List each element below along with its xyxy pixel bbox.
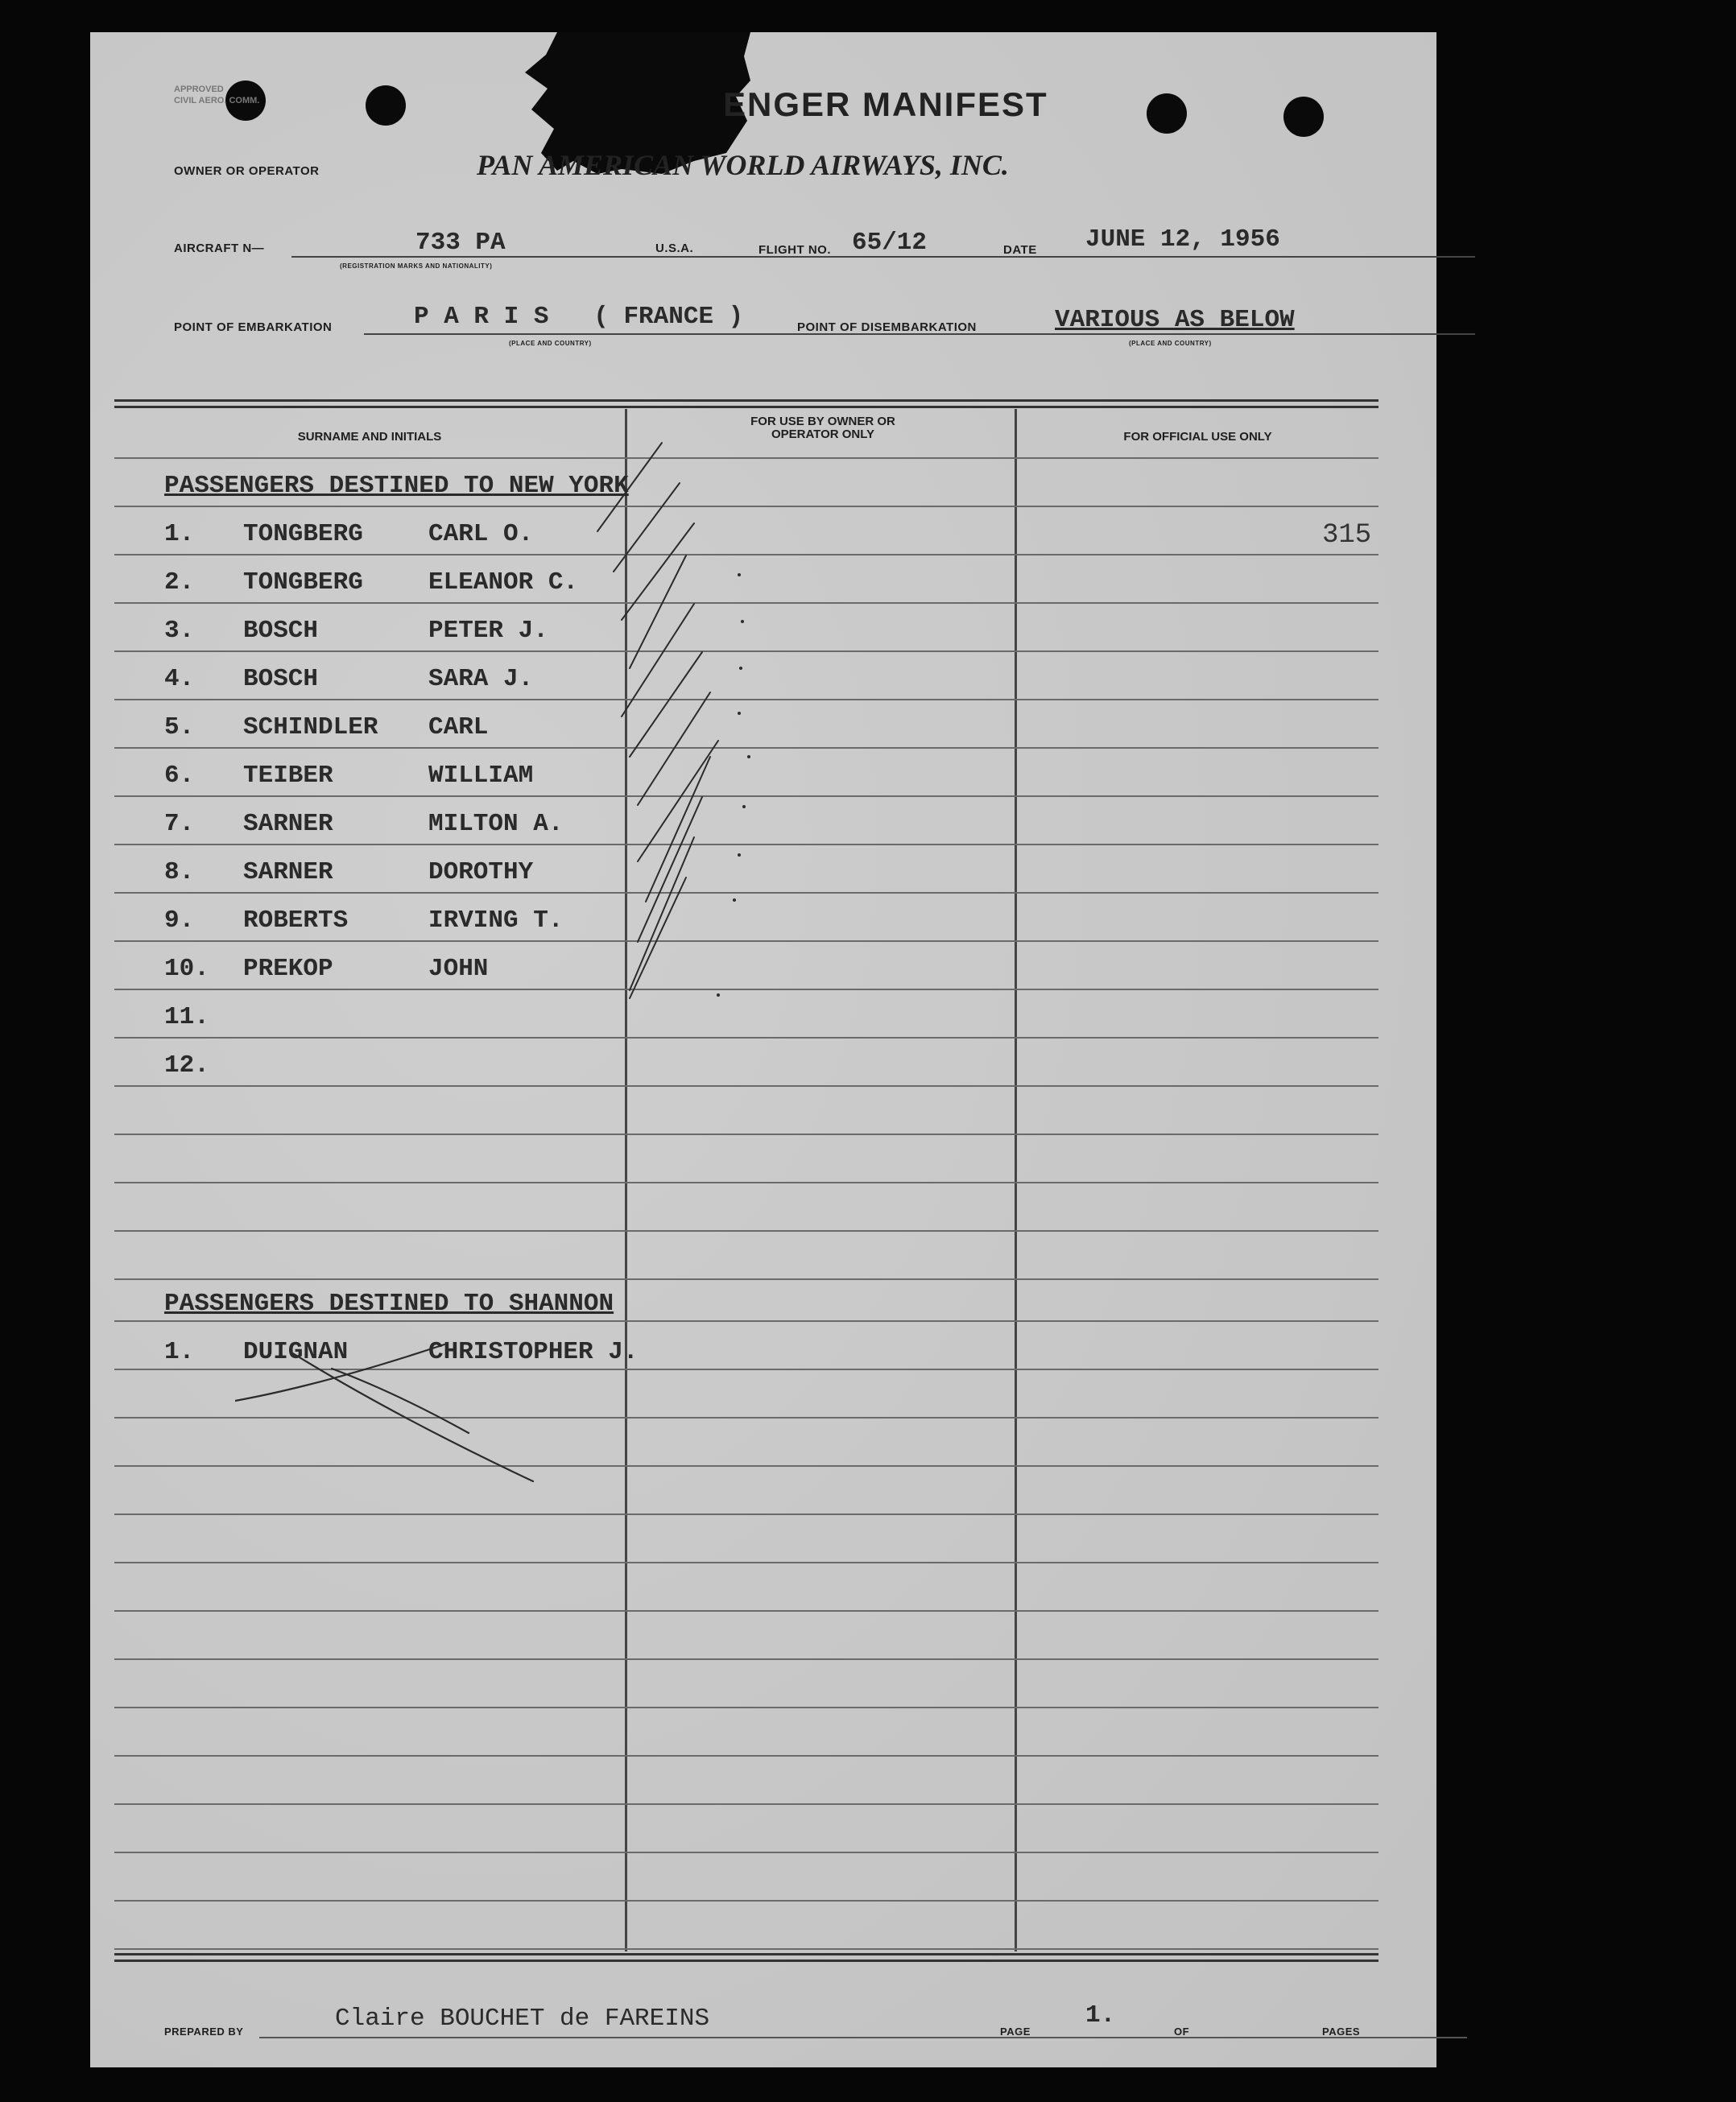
row-surname: TEIBER <box>243 762 333 790</box>
usa-label: U.S.A. <box>655 242 694 255</box>
column-header-official-use: FOR OFFICIAL USE ONLY <box>1123 430 1272 444</box>
row-number: 9. <box>164 906 195 935</box>
disembarkation-value: VARIOUS AS BELOW <box>1055 306 1295 334</box>
table-top-rule-1 <box>114 399 1378 402</box>
table-bottom-rule-1 <box>114 1953 1378 1955</box>
row-surname: TONGBERG <box>243 568 363 597</box>
row-rule <box>114 1562 1378 1563</box>
prepared-by-value: Claire BOUCHET de FAREINS <box>335 2005 710 2033</box>
date-label: DATE <box>1003 243 1037 257</box>
form-title: ENGER MANIFEST <box>723 85 1048 123</box>
row-rule <box>114 1037 1378 1039</box>
row-given-name: CHRISTOPHER J. <box>428 1338 639 1366</box>
row-surname: DUIGNAN <box>243 1338 349 1366</box>
row-rule <box>114 1803 1378 1805</box>
embarkation-note: (PLACE AND COUNTRY) <box>509 340 592 347</box>
row-given-name: PETER J. <box>428 617 548 645</box>
row-number: 11. <box>164 1003 209 1031</box>
row-surname: SARNER <box>243 810 333 838</box>
row-rule <box>114 1707 1378 1708</box>
row-number: 6. <box>164 762 195 790</box>
row-rule <box>114 1085 1378 1087</box>
pages-label: PAGES <box>1322 2026 1361 2038</box>
row-given-name: MILTON A. <box>428 810 564 838</box>
row-number: 1. <box>164 1338 195 1366</box>
row-rule <box>114 1134 1378 1135</box>
operator-name: PAN AMERICAN WORLD AIRWAYS, INC. <box>477 149 1009 181</box>
manifest-sheet <box>90 32 1436 2067</box>
row-given-name: SARA J. <box>428 665 534 693</box>
row-rule <box>114 1755 1378 1757</box>
row-rule <box>114 1948 1378 1950</box>
punch-hole-left-2 <box>366 85 406 126</box>
row-number: 12. <box>164 1051 209 1080</box>
row-given-name: WILLIAM <box>428 762 534 790</box>
row-given-name: IRVING T. <box>428 906 564 935</box>
page-label: PAGE <box>1000 2026 1031 2038</box>
row-number: 10. <box>164 955 209 983</box>
row-number: 5. <box>164 713 195 741</box>
row-surname: BOSCH <box>243 665 319 693</box>
row-number: 7. <box>164 810 195 838</box>
row-surname: SARNER <box>243 858 333 886</box>
row-rule <box>114 1230 1378 1232</box>
row-number: 1. <box>164 520 195 548</box>
row-given-name: JOHN <box>428 955 489 983</box>
stamp-line-2: CIVIL AERO. COMM. <box>174 96 260 105</box>
flight-label: FLIGHT NO. <box>758 243 831 257</box>
punch-hole-right-2 <box>1283 97 1324 137</box>
section-heading-new-york: PASSENGERS DESTINED TO NEW YORK <box>164 472 629 500</box>
row-rule <box>114 1900 1378 1902</box>
row-number: 2. <box>164 568 195 597</box>
row-given-name: CARL <box>428 713 489 741</box>
stamp-line-1: APPROVED <box>174 85 224 94</box>
row-rule <box>114 1182 1378 1183</box>
row-number: 3. <box>164 617 195 645</box>
row-given-name: ELEANOR C. <box>428 568 579 597</box>
of-label: OF <box>1174 2026 1190 2038</box>
aircraft-value: 733 PA <box>415 229 506 257</box>
disembarkation-label: POINT OF DISEMBARKATION <box>797 320 977 334</box>
table-bottom-rule-2 <box>114 1960 1378 1962</box>
operator-label: OWNER OR OPERATOR <box>174 164 320 178</box>
row-number: 4. <box>164 665 195 693</box>
table-row <box>90 1051 1436 1084</box>
row-surname: PREKOP <box>243 955 333 983</box>
row-rule <box>114 1658 1378 1660</box>
row-number: 8. <box>164 858 195 886</box>
embarkation-label: POINT OF EMBARKATION <box>174 320 333 334</box>
row-rule <box>114 1610 1378 1612</box>
prepared-by-label: PREPARED BY <box>164 2026 244 2038</box>
column-header-surnames: SURNAME AND INITIALS <box>297 430 442 444</box>
row-given-name: CARL O. <box>428 520 534 548</box>
flight-value: 65/12 <box>852 229 928 257</box>
check-marks <box>573 419 831 1030</box>
date-value: JUNE 12, 1956 <box>1085 225 1280 254</box>
registration-note: (REGISTRATION MARKS AND NATIONALITY) <box>340 262 493 270</box>
row-rule <box>114 1514 1378 1515</box>
table-top-rule-2 <box>114 406 1378 408</box>
row-given-name: DOROTHY <box>428 858 534 886</box>
disembarkation-note: (PLACE AND COUNTRY) <box>1129 340 1212 347</box>
page-value: 1. <box>1085 2001 1116 2030</box>
row-rule <box>114 1852 1378 1853</box>
punch-hole-right-1 <box>1147 93 1187 134</box>
section-heading-shannon: PASSENGERS DESTINED TO SHANNON <box>164 1290 614 1318</box>
row-surname: BOSCH <box>243 617 319 645</box>
row-surname: ROBERTS <box>243 906 349 935</box>
approval-stamp <box>174 84 259 106</box>
column-header-owner-use-text: FOR USE BY OWNER OR OPERATOR ONLY <box>750 415 895 441</box>
row-rule <box>114 1278 1378 1280</box>
aircraft-label: AIRCRAFT N— <box>174 242 265 255</box>
embarkation-value: P A R I S ( FRANCE ) <box>414 303 744 331</box>
cross-out-marks <box>235 1320 638 1514</box>
row-surname: TONGBERG <box>243 520 363 548</box>
row-official-code: 315 <box>1322 520 1372 551</box>
footer-underline <box>259 2037 1467 2038</box>
row-surname: SCHINDLER <box>243 713 378 741</box>
